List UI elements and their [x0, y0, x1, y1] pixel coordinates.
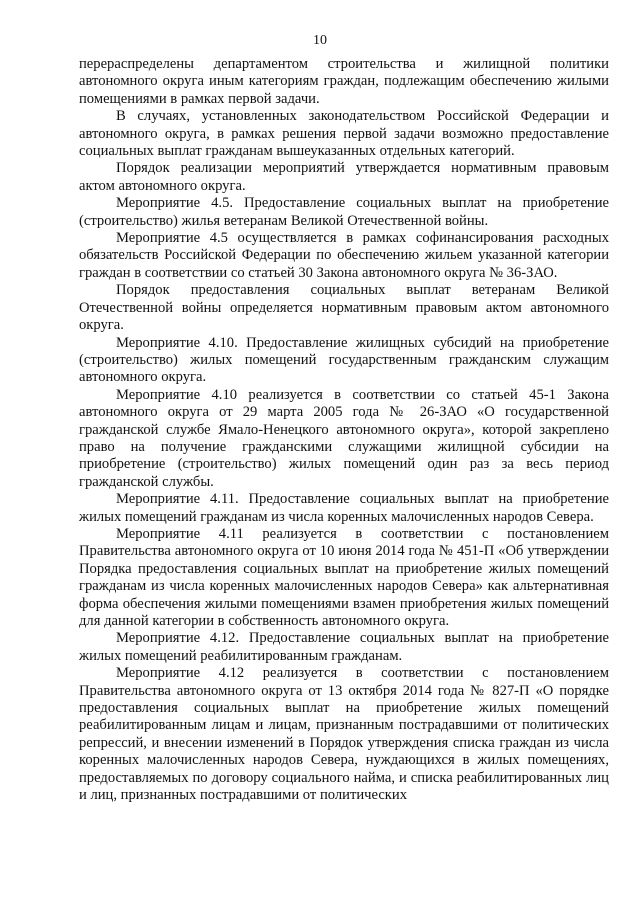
paragraph-measure-heading: Мероприятие 4.5. Предоставление социальных выплат на приобретение (строительство) жилья ветеранам Великой Отечественной войны.	[79, 195, 609, 229]
document-body	[79, 56, 609, 804]
paragraph: Мероприятие 4.11 реализуется в соответствии с постановлением Правительства автономного округа от 10 июня 2014 года № 451-П «Об утверждении Порядка предоставления социальных выплат на приобретение жилых помещений гражданам из числа коренных малочисленных народов Севера» как альтернативная форма обеспечения жилыми помещениями взамен приобретения жилых помещений для данной категории в собственность автономного округа.	[79, 525, 609, 629]
paragraph: В случаях, установленных законодательством Российской Федерации и автономного округа, в рамках решения первой задачи возможно предоставление социальных выплат гражданам вышеуказанных отдельных категорий.	[79, 108, 609, 160]
paragraph-measure-heading: Мероприятие 4.10. Предоставление жилищных субсидий на приобретение (строительство) жилых помещений государственным гражданским служащим автономного округа.	[79, 334, 609, 386]
paragraph-measure-heading: Мероприятие 4.12. Предоставление социальных выплат на приобретение жилых помещений реабилитированным гражданам.	[79, 630, 609, 664]
paragraph: Порядок реализации мероприятий утверждается нормативным правовым актом автономного округа.	[79, 160, 609, 194]
paragraph-measure-heading: Мероприятие 4.11. Предоставление социальных выплат на приобретение жилых помещений гражданам из числа коренных малочисленных народов Севера.	[79, 491, 609, 525]
paragraph: Мероприятие 4.10 реализуется в соответствии со статьей 45-1 Закона автономного округа от 29 марта 2005 года № 26-ЗАО «О государственной гражданской службе Ямало-Ненецкого автономного округа», которой закреплено право на получение гражданскими служащими жилищной субсидии на приобретение (строительство) жилых помещений один раз за весь период гражданской службы.	[79, 386, 609, 490]
page-number: 10	[313, 33, 327, 48]
paragraph: Мероприятие 4.5 осуществляется в рамках софинансирования расходных обязательств Российской Федерации по обеспечению жильем указанной категории граждан в соответствии со статьей 30 Закона автономного округа № 36-ЗАО.	[79, 230, 609, 281]
paragraph: Порядок предоставления социальных выплат ветеранам Великой Отечественной войны определяется нормативным правовым актом автономного округа.	[79, 282, 609, 334]
paragraph: Мероприятие 4.12 реализуется в соответствии с постановлением Правительства автономного округа от 13 октября 2014 года № 827-П «О порядке предоставления социальных выплат на приобретение жилых помещений реабилитированным лицам и лицам, признанным пострадавшими от политических репрессий, и внесении изменений в Порядок утверждения списка граждан из числа коренных малочисленных народов Севера, нуждающихся в жилых помещениях, предоставляемых по договору социального найма, и списка реабилитированных лиц и лиц, признанных пострадавшими от политических	[79, 665, 609, 804]
paragraph-continuation: перераспределены департаментом строительства и жилищной политики автономного округа иным категориям граждан, подлежащим обеспечению жилыми помещениями в рамках первой задачи.	[79, 56, 609, 107]
